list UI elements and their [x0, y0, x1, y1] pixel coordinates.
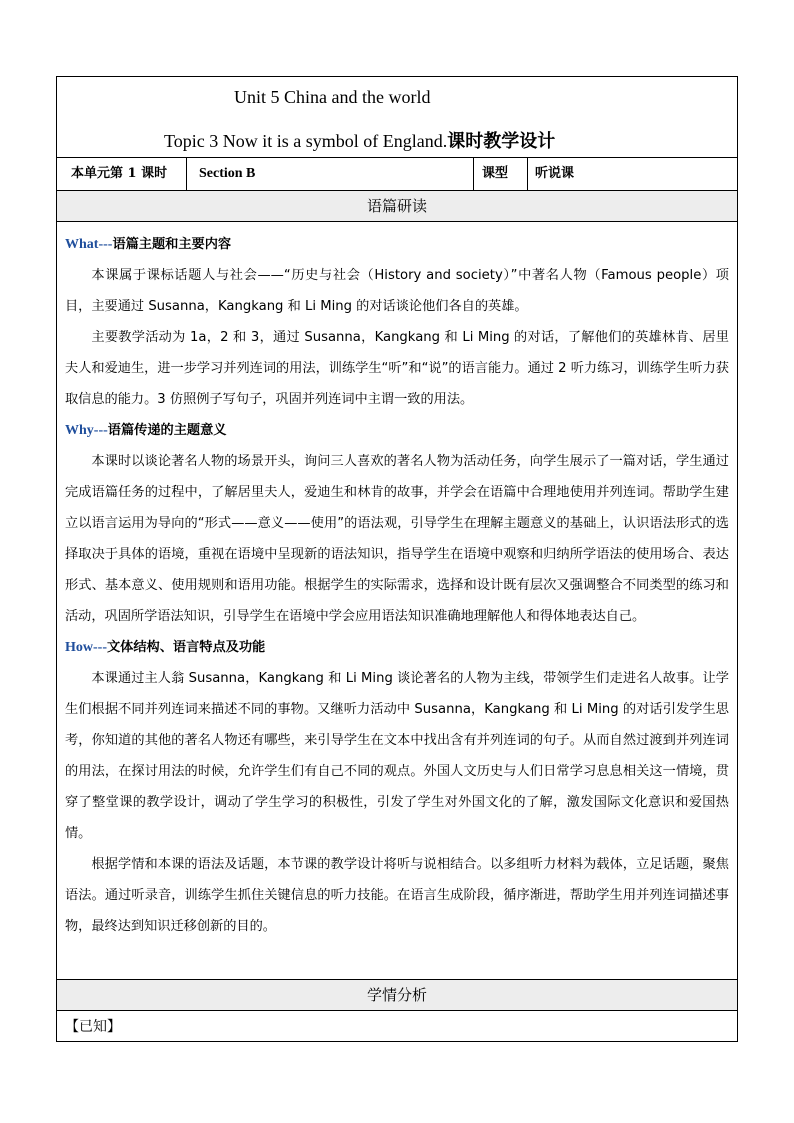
how-heading-text: 文体结构、语言特点及功能 — [107, 640, 266, 655]
unit-title: Unit 5 China and the world — [234, 87, 431, 107]
how-heading — [65, 632, 729, 663]
how-label: How--- — [65, 640, 107, 655]
reading-band: 语篇研读 — [57, 191, 737, 222]
reading-content — [57, 223, 737, 980]
why-label: Why--- — [65, 423, 108, 438]
divider — [473, 158, 474, 190]
lesson-number: 本单元第 1 课时 — [71, 166, 168, 181]
what-label: What--- — [65, 237, 113, 252]
what-heading — [65, 229, 729, 260]
why-heading — [65, 415, 729, 446]
why-paragraph-1: 本课时以谈论著名人物的场景开头，询问三人喜欢的著名人物为活动任务，向学生展示了一篇对话，学生通过完成语篇任务的过程中，了解居里夫人，爱迪生和林肯的故事，并学会在语篇中合理地使用并列连词。帮助学生建立以语言运用为导向的“形式——意义——使用”的语法观，引导学生在理解主题意义的基础上，认识语法形式的选择取决于具体的语境，重视在语境中呈现新的语法知识，指导学生在语境中观察和归纳所学语法的使用场合、表达形式、基本意义、使用规则和语用功能。根据学生的实际需求，选择和设计既有层次又强调整合不同类型的练习和活动，巩固所学语法知识，引导学生在语境中学会应用语法知识准确地理解他人和得体地表达自己。 — [65, 454, 729, 624]
known-label: 【已知】 — [65, 1019, 121, 1035]
why-heading-text: 语篇传递的主题意义 — [107, 423, 227, 438]
what-paragraph-2: 主要教学活动为 1a，2 和 3，通过 Susanna，Kangkang 和 Li Ming 的对话，了解他们的英雄林肯、居里夫人和爱迪生，进一步学习并列连词的用法，训练学生“听”和“说”的语言能力。通过 2 听力练习，训练学生听力获取信息的能力。3 仿照例子写句子，巩固并列连词中主谓一致的用法。 — [65, 330, 729, 407]
lesson-type-label: 课型 — [482, 166, 509, 181]
topic-title-en: Topic 3 Now it is a symbol of England. — [164, 131, 448, 151]
analysis-band: 学情分析 — [57, 980, 737, 1011]
title-block — [57, 77, 737, 158]
divider — [527, 158, 528, 190]
what-heading-text: 语篇主题和主要内容 — [112, 237, 232, 252]
how-paragraph-1: 本课通过主人翁 Susanna，Kangkang 和 Li Ming 谈论著名的人物为主线，带领学生们走进名人故事。让学生们根据不同并列连词来描述不同的事物。又继听力活动中 Susanna，Kangkang 和 Li Ming 的对话引发学生思考，你知道的其他的著名人物还有哪些，来引导学生在文本中找出含有并列连词的句子。从而自然过渡到并列连词的用法，在探讨用法的时候，允许学生们有自己不同的观点。外国人文历史与人们日常学习息息相关这一情境，贯穿了整堂课的教学设计，调动了学生学习的积极性，引发了学生对外国文化的了解，激发国际文化意识和爱国热情。 — [65, 671, 729, 841]
info-row — [57, 158, 737, 191]
topic-title — [164, 127, 555, 153]
divider — [186, 158, 187, 190]
how-paragraph-2: 根据学情和本课的语法及话题，本节课的教学设计将听与说相结合。以多组听力材料为载体，立足话题，聚焦语法。通过听录音，训练学生抓住关键信息的听力技能。在语言生成阶段，循序渐进，帮助学生用并列连词描述事物，最终达到知识迁移创新的目的。 — [65, 857, 729, 934]
topic-title-cn: 课时教学设计 — [447, 131, 556, 152]
what-paragraph-1: 本课属于课标话题人与社会——“历史与社会（History and society）”中著名人物（Famous people）项目，主要通过 Susanna，Kangkang 和 Li Ming 的对话谈论他们各自的英雄。 — [65, 268, 729, 314]
section-name: Section B — [199, 166, 256, 181]
lesson-plan-table — [56, 76, 738, 1042]
lesson-type-value: 听说课 — [535, 166, 575, 181]
